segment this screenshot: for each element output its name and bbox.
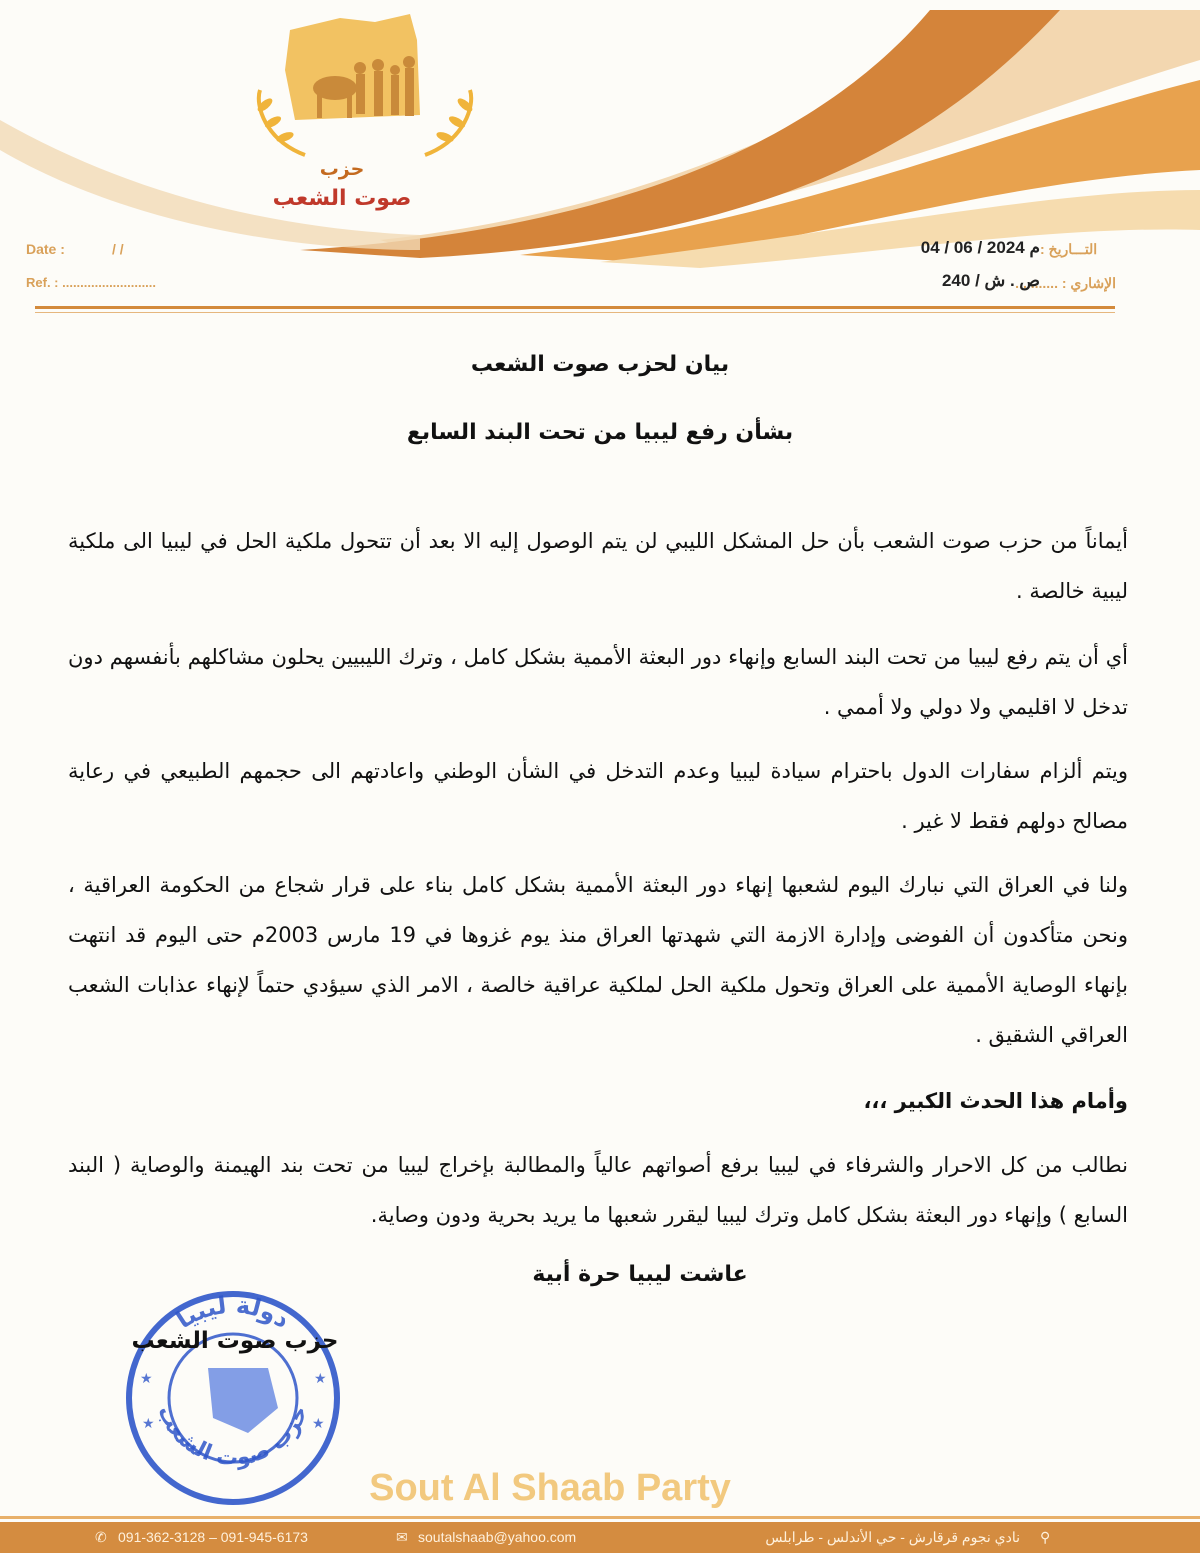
signature-text: حزب صوت الشعب xyxy=(131,1328,339,1354)
paragraph-3: ويتم ألزام سفارات الدول باحترام سيادة ليبيا وعدم التدخل في الشأن الوطني واعادتهم الى حجمهم الطبيعي في رعاية مصالح دولهم فقط لا غير . xyxy=(68,759,1128,833)
footer-accent-line xyxy=(0,1516,1200,1519)
statement-subtitle: بشأن رفع ليبيا من تحت البند السابع xyxy=(406,420,794,445)
statement-title: بيان لحزب صوت الشعب xyxy=(470,352,730,377)
closing-slogan: عاشت ليبيا حرة أبية xyxy=(532,1262,748,1287)
emphasis-line: وأمام هذا الحدث الكبير ،،، xyxy=(863,1089,1128,1113)
header-divider-thin xyxy=(35,312,1115,313)
phone-icon: ✆ xyxy=(95,1529,107,1545)
logo-text-hizb: حزب xyxy=(319,158,365,180)
date-slashes-en: / / xyxy=(112,241,124,257)
party-stamp xyxy=(118,1288,348,1508)
svg-text:★: ★ xyxy=(314,1371,327,1387)
date-label-en: Date : xyxy=(26,241,65,257)
ref-label-en: Ref. : .......................... xyxy=(26,275,157,290)
demand-paragraph: نطالب من كل الاحرار والشرفاء في ليبيا برفع أصواتهم عالياً والمطالبة بإخراج ليبيا من تحت بند الهيمنة والوصاية ( البند السابع ) وإنهاء دور البعثة بشكل كامل وترك ليبيا ليقرر شعبها ما يريد بحرية ودون وصاية. xyxy=(68,1153,1128,1227)
date-label-ar: التـــاريخ : xyxy=(1040,241,1098,257)
footer-email: soutalshaab@yahoo.com xyxy=(418,1529,577,1545)
paragraph-1: أيماناً من حزب صوت الشعب بأن حل المشكل الليبي لن يتم الوصول إليه الا بعد أن تتحول ملكية الحل في ليبيا الى ملكية ليبية خالصة . xyxy=(68,529,1128,603)
location-pin-icon: ⚲ xyxy=(1040,1529,1051,1545)
stamp-bottom-text: حزب صوت الشعب xyxy=(152,1401,314,1472)
paragraph-4: ولنا في العراق التي نبارك اليوم لشعبها إنهاء دور البعثة الأممية بشكل كامل بناء على قرار شجاع من الحكومة العراقية ، ونحن متأكدون أن الفوضى وإدارة الازمة التي شهدتها العراق منذ يوم غزوها في 19 مارس 2003م حتى اليوم قد انتهت بإنهاء الوصاية الأممية على العراق وتحول ملكية الحل لملكية عراقية خالصة ، الامر الذي سيؤدي حتماً لإنهاء عذابات الشعب العراقي الشقيق . xyxy=(68,873,1128,1047)
brand-name: Sout Al Shaab Party xyxy=(369,1467,731,1509)
header-divider xyxy=(35,306,1115,309)
svg-text:★: ★ xyxy=(312,1416,325,1432)
date-value: 04 / 06 / 2024 م xyxy=(920,238,1040,257)
svg-text:★: ★ xyxy=(142,1416,155,1432)
svg-text:★: ★ xyxy=(140,1371,153,1387)
logo-text-sout-al-shaab: صوت الشعب xyxy=(272,186,412,211)
ref-label-ar: الإشاري : ........... xyxy=(1015,275,1116,291)
paragraph-2: أي أن يتم رفع ليبيا من تحت البند السابع وإنهاء دور البعثة الأممية بشكل كامل ، وترك الليبيين يحلون مشاكلهم بأنفسهم دون تدخل لا اقليمي ولا دولي ولا أممي . xyxy=(68,645,1128,719)
footer-address: نادي نجوم قرقارش - حي الأندلس - طرابلس xyxy=(765,1529,1020,1545)
email-icon: ✉ xyxy=(396,1529,408,1545)
footer-phones: 091-362-3128 – 091-945-6173 xyxy=(118,1529,308,1545)
ref-value: ص . ش / 240 xyxy=(941,271,1040,290)
stamp-top-text: دولة ليبيا xyxy=(171,1290,295,1335)
